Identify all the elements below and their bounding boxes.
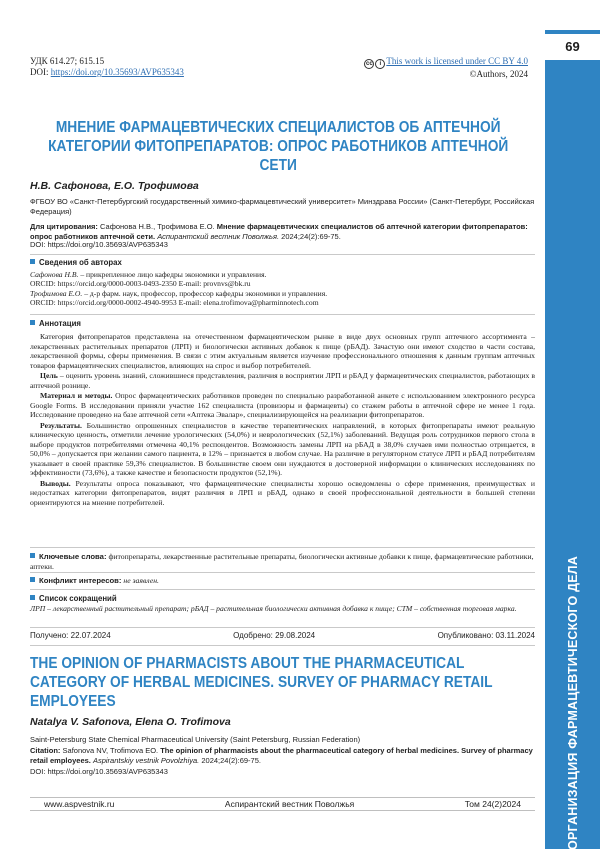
- title-ru: МНЕНИЕ ФАРМАЦЕВТИЧЕСКИХ СПЕЦИАЛИСТОВ ОБ АПТЕЧНОЙ КАТЕГОРИИ ФИТОПРЕПАРАТОВ: ОПРОС РАБОТНИКОВ АПТЕЧНОЙ СЕТИ: [48, 119, 509, 174]
- divider: [30, 254, 535, 255]
- authors-ru: Н.В. Сафонова, Е.О. Трофимова: [30, 180, 199, 192]
- citation-journal-ru: Аспирантский вестник Поволжья.: [157, 232, 280, 241]
- abstract-methods: Материал и методы. Опрос фармацевтических работников проведен по специально разработанной анкете с использованием электронного ресурса Google Forms. В исследовании приняли участие 162 специалиста (провизоры и фармацевты) со стажем работы в аптечной сфере не менее 1 года. Исследование проведено на базе аптечной сети «Аптека Эвалар», специализирующейся на реализации фитопрепаратов.: [30, 391, 536, 419]
- citation-authors-ru: Сафонова Н.В., Трофимова Е.О.: [100, 222, 215, 231]
- divider: [30, 627, 535, 628]
- citation-issue-en: 2024;24(2):69-75.: [201, 756, 261, 765]
- page-footer: [30, 797, 535, 811]
- abbreviations-heading: Список сокращений: [30, 594, 117, 603]
- section-side-title-text: ОРГАНИЗАЦИЯ ФАРМАЦЕВТИЧЕСКОГО ДЕЛА: [565, 555, 580, 849]
- author1-orcid[interactable]: ORCID: https://orcid.org/0000-0003-0493-2350 E-mail: provnvs@bk.ru: [30, 279, 251, 289]
- divider: [30, 645, 535, 646]
- divider: [30, 572, 535, 573]
- person-icon: i: [375, 59, 385, 69]
- divider: [30, 589, 535, 590]
- author2-name: Трофимова Е.О.: [30, 288, 83, 298]
- keywords: Ключевые слова: фитопрепараты, лекарственные растительные препараты, биологически активные добавки к пище, фармацевтические работники, аптеки.: [30, 552, 534, 571]
- about-heading: Сведения об авторах: [30, 258, 122, 267]
- author1-desc: – прикрепленное лицо кафедры экономики и управления.: [80, 270, 267, 279]
- conflict-of-interest: Конфликт интересов: не заявлен.: [30, 576, 159, 585]
- abbreviations-text: ЛРП – лекарственный растительный препарат; рБАД – растительная биологически активная добавка к пище; СТМ – собственная торговая марка.: [30, 604, 517, 613]
- citation-label-ru: Для цитирования:: [30, 222, 98, 231]
- square-bullet-icon: [30, 577, 35, 582]
- citation-label-en: Citation:: [30, 746, 61, 755]
- author1-line: [30, 270, 535, 279]
- license-line: [364, 56, 528, 69]
- author2-desc: – д-р фарм. наук, профессор, профессор кафедры экономики и управления.: [84, 288, 328, 298]
- citation-journal-en: Aspirantskiy vestnik Povolzhiya.: [92, 756, 200, 765]
- date-published: Опубликовано: 03.11.2024: [437, 631, 535, 640]
- article-meta-left: [30, 56, 184, 78]
- author1-name: Сафонова Н.В.: [30, 270, 79, 279]
- doi-line: [30, 67, 184, 78]
- square-bullet-icon: [30, 553, 35, 558]
- abstract-body: [30, 332, 535, 508]
- citation-en: [30, 746, 535, 766]
- abstract-conclusions: Выводы. Результаты опроса показывают, что фармацевтические специалисты хорошо осведомлены о сфере применения, преимуществах и недостатках категории фитопрепаратов, видят различия в ЛРП и рБАД, однако в своей профессиональной деятельности в большей степени ориентируются на мнение потребителей.: [30, 478, 536, 507]
- date-approved: Одобрено: 29.08.2024: [233, 631, 316, 640]
- abstract-intro: Категория фитопрепаратов представлена на отечественном фармацевтическом рынке в виде двух основных групп аптечного ассортимента – лекарственных растительных препаратов (ЛРП) и биологически активных добавок к пище (рБАД). Зачастую они имеют сходство в части состава, лекарственной формы, сферы применения. В связи с этим актуальным является изучение профессионального отношения к данным группам аптечных товаров фармацевтических специалистов, влияющих на спрос и выбор потребителей.: [30, 332, 535, 370]
- doi-ru[interactable]: DOI: https://doi.org/10.35693/AVP635343: [30, 240, 168, 249]
- square-bullet-icon: [30, 259, 35, 264]
- title-en: THE OPINION OF PHARMACISTS ABOUT THE PHARMACEUTICAL CATEGORY OF HERBAL MEDICINES. SURVEY OF PHARMACY RETAIL EMPLOYEES: [30, 655, 493, 710]
- doi-en[interactable]: DOI: https://doi.org/10.35693/AVP635343: [30, 767, 168, 776]
- square-bullet-icon: [30, 320, 35, 325]
- square-bullet-icon: [30, 595, 35, 600]
- divider: [30, 314, 535, 315]
- author2-orcid[interactable]: ORCID: https://orcid.org/0000-0002-4940-9953 E-mail: elena.trofimova@pharminnotech.com: [30, 298, 319, 308]
- article-meta-right: [364, 56, 528, 80]
- citation-ru: [30, 222, 535, 242]
- page-number: 69: [545, 34, 600, 60]
- article-dates: [30, 631, 535, 640]
- citation-title-en: The opinion of pharmacists about the pharmaceutical category of herbal medicines. Survey of pharmacy retail employees.: [30, 746, 533, 765]
- doi-link[interactable]: https://doi.org/10.35693/AVP635343: [50, 67, 184, 77]
- section-side-title: [545, 555, 600, 849]
- citation-issue-ru: 2024;24(2):69-75.: [281, 232, 341, 241]
- cc-by-icon: cc: [366, 61, 373, 67]
- divider: [30, 547, 535, 548]
- affiliation-ru: ФГБОУ ВО «Санкт-Петербургский государственный химико-фармацевтический университет» Минздрава России» (Санкт-Петербург, Российская Федерация): [30, 197, 535, 216]
- citation-authors-en: Safonova NV, Trofimova EO.: [62, 746, 159, 755]
- udk: УДК 614.27; 615.15: [30, 56, 105, 66]
- abstract-results: Результаты. Большинство опрошенных специалистов в качестве терапевтических направлений, в которых фитопрепараты имеют реальную клиническую ценность, отметили лечение урологических (54,0%) и неврологических (52,1%) заболеваний. Ведущая роль сотрудников первого стола в выборе продуктов потребителями отмечена 40,1% респондентов. Возможность замены ЛРП на рБАД в 38,0% случаев ими полностью отрицается, в 50,0% – допускается при желании самого пациента, в 12% – признается в любом случае. На различие в регуляторном статусе ЛРП и рБАД потребителям указывает в своей практике 59,3% специалистов. В большинстве своем они нуждаются в достоверной информации о клинических исследованиях по эффективности (73,6%), а также качестве и безопасности продуктов (52,1%).: [30, 420, 536, 477]
- copyright: ©Authors, 2024: [469, 69, 528, 79]
- license-link[interactable]: This work is licensed under CC BY 4.0: [386, 56, 528, 66]
- doi-label: DOI:: [30, 67, 51, 77]
- abstract-aim: Цель – оценить уровень знаний, сложившиеся представления, различия в восприятии ЛРП и рБАД у фармацевтических специалистов, работающих в аптечной рознице.: [30, 371, 535, 390]
- authors-en: Natalya V. Safonova, Elena O. Trofimova: [30, 716, 231, 728]
- citation-title-ru: Мнение фармацевтических специалистов об аптечной категории фитопрепаратов: опрос работников аптечной сети.: [30, 222, 528, 241]
- footer-volume: Том 24(2)2024: [464, 799, 521, 809]
- affiliation-en: Saint-Petersburg State Chemical Pharmaceutical University (Saint Petersburg, Russian Federation): [30, 735, 361, 744]
- about-authors: [30, 270, 535, 308]
- footer-site[interactable]: www.aspvestnik.ru: [44, 799, 115, 809]
- footer-journal: Аспирантский вестник Поволжья: [224, 799, 355, 809]
- author2-line: [30, 289, 535, 298]
- date-received: Получено: 22.07.2024: [30, 631, 111, 640]
- abstract-heading: Аннотация: [30, 319, 81, 328]
